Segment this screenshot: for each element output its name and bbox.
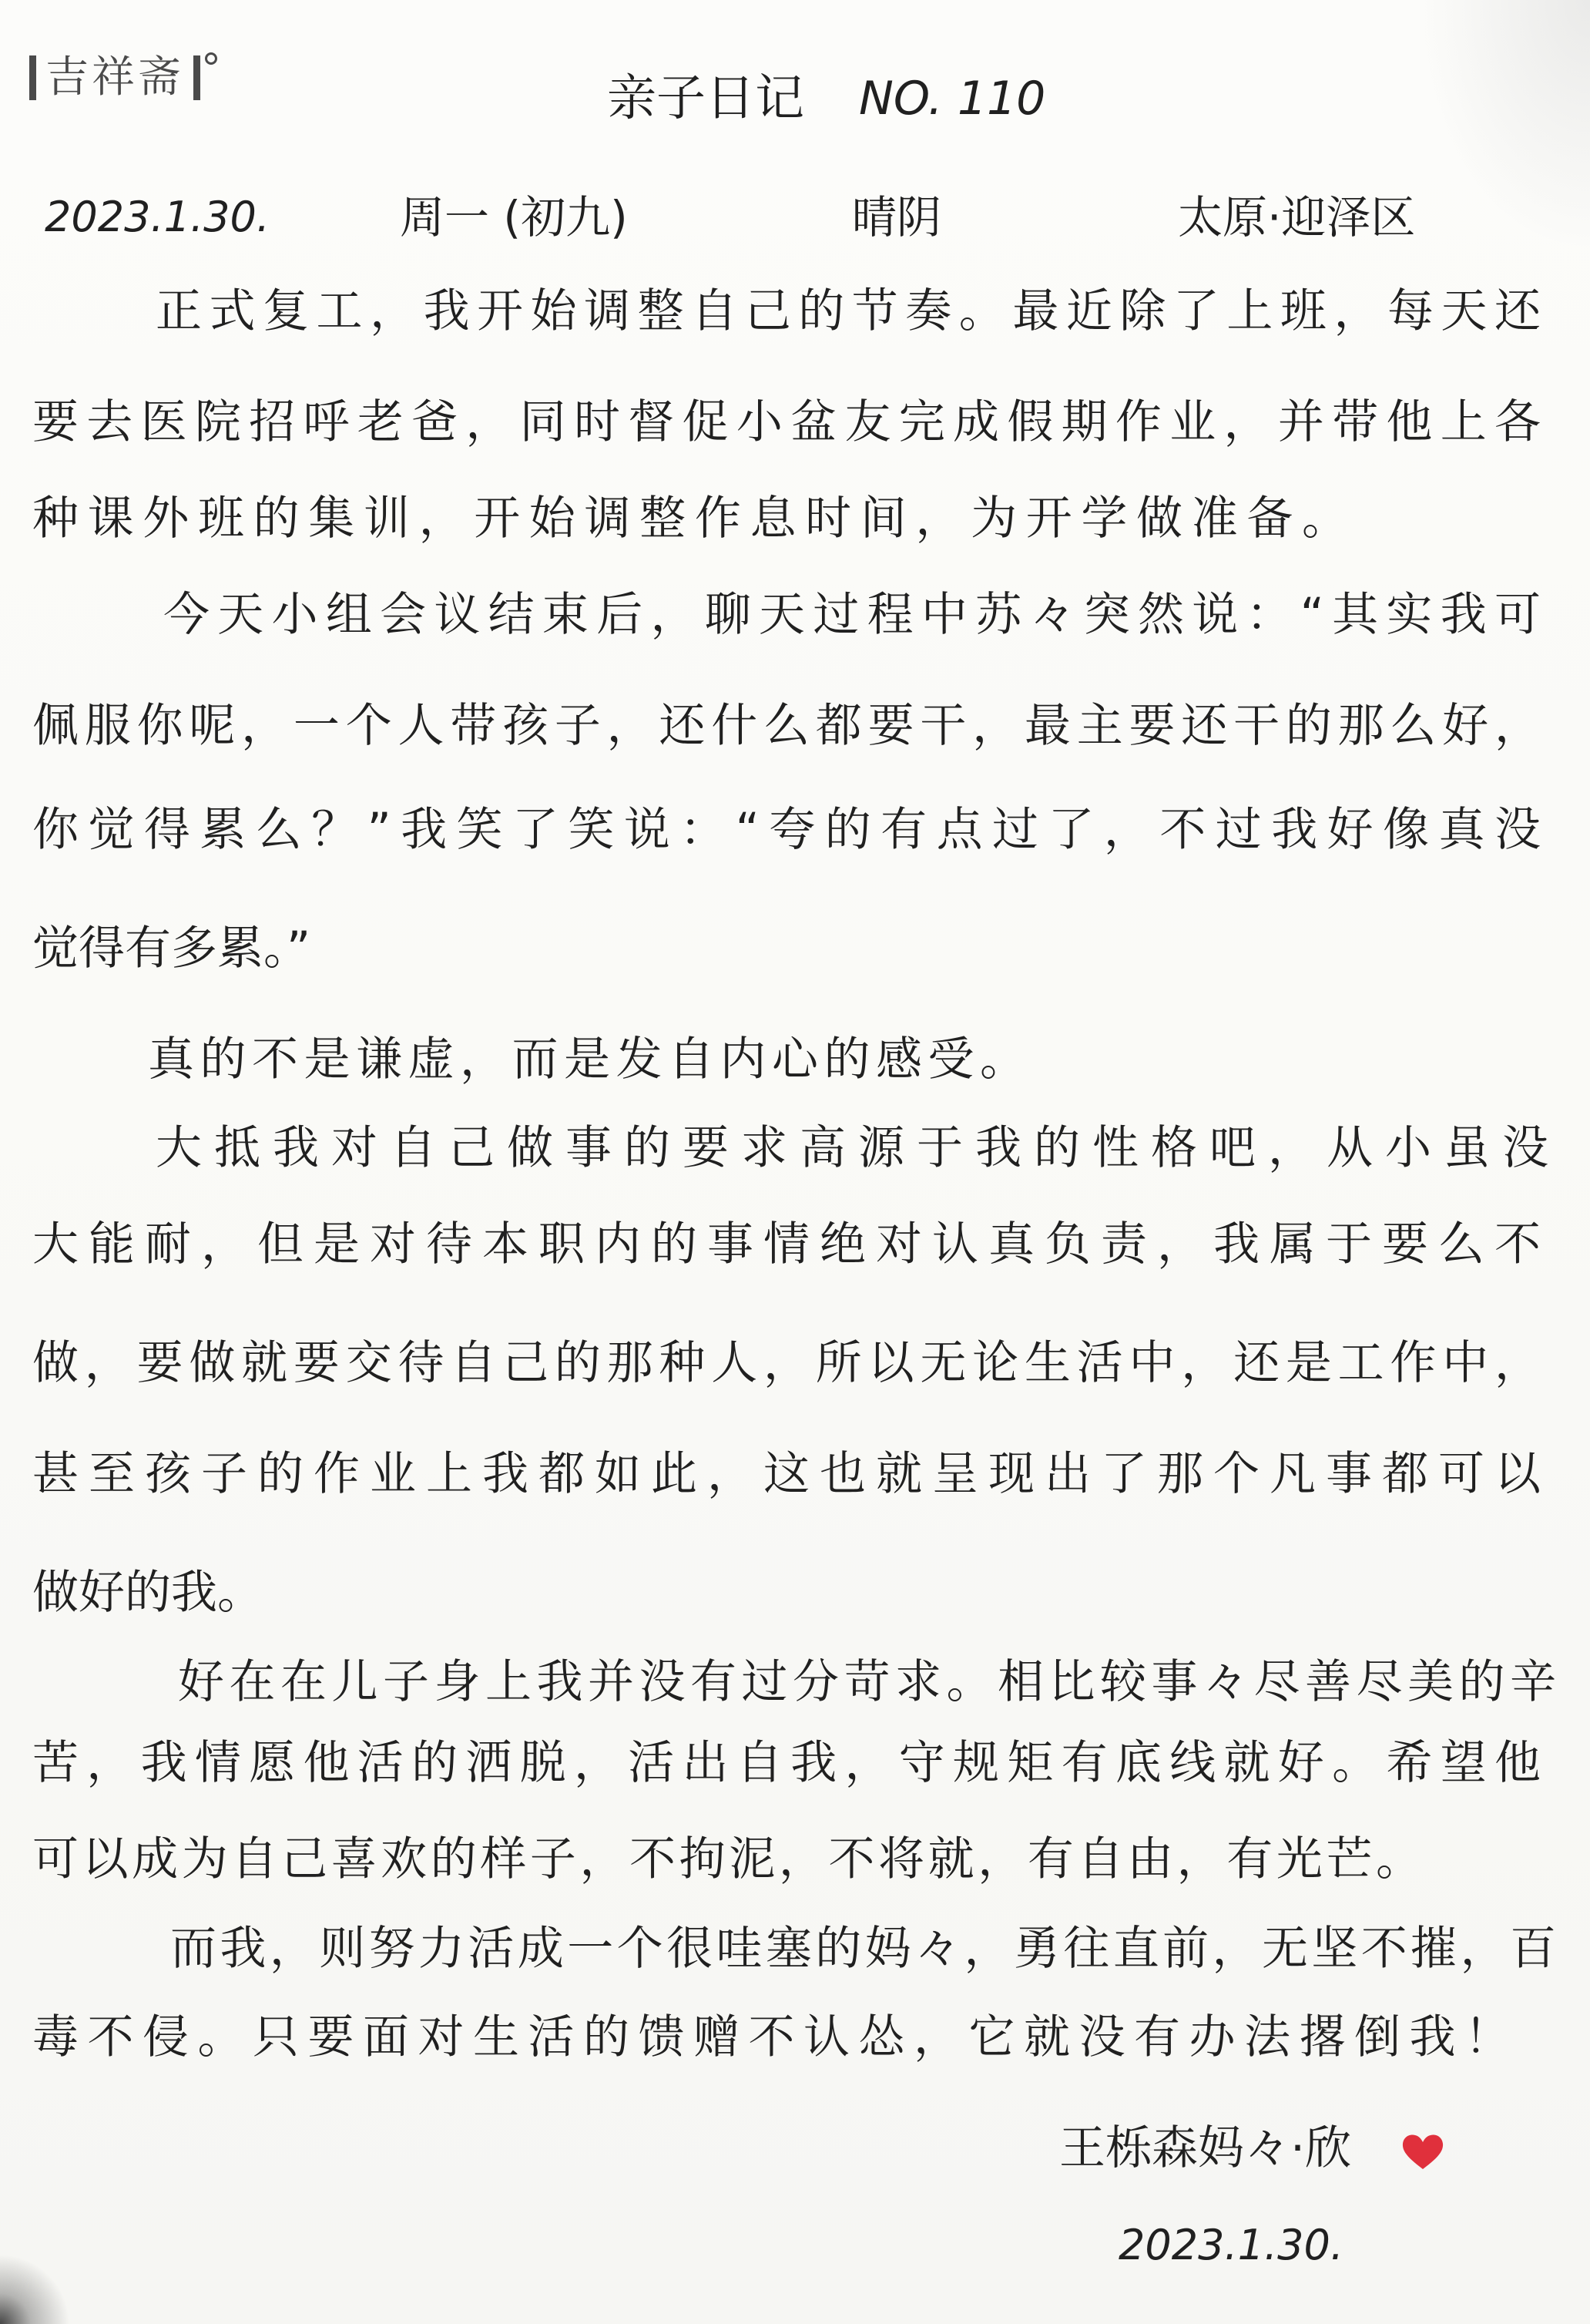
heart-icon — [1400, 2133, 1445, 2171]
diary-title: 亲子日记 — [607, 70, 804, 127]
logo-left-bar — [29, 55, 36, 100]
body-line: 大能耐，但是对待本职内的事情绝对认真负责，我属于要么不 — [32, 1217, 1541, 1271]
body-line: 要去医院招呼老爸，同时督促小盆友完成假期作业，并带他上各 — [32, 395, 1541, 449]
body-line: 种课外班的集训，开始调整作息时间，为开学做准备。 — [32, 492, 1348, 546]
brand-logo — [29, 51, 217, 105]
body-line: 你觉得累么？”我笑了笑说：“夸的有点过了，不过我好像真没 — [32, 803, 1541, 857]
signature-name: 王栎森妈々·欣 — [1059, 2121, 1352, 2175]
body-line: 今天小组会议结束后，聊天过程中苏々突然说：“其实我可 — [163, 588, 1541, 642]
signature-date: 2023.1.30. — [1119, 2221, 1343, 2269]
body-line: 做，要做就要交待自己的那种人，所以无论生活中，还是工作中， — [32, 1336, 1541, 1390]
entry-weekday: 周一 (初九) — [400, 191, 628, 243]
entry-date: 2023.1.30. — [45, 193, 270, 241]
body-line: 好在在儿子身上我并没有过分苛求。相比较事々尽善尽美的辛 — [178, 1655, 1556, 1709]
logo-text: 吉祥斋 — [45, 52, 184, 102]
body-line: 而我，则努力活成一个很哇塞的妈々，勇往直前，无坚不摧，百 — [170, 1922, 1556, 1976]
heart-shape — [1403, 2134, 1443, 2169]
body-line: 可以成为自己喜欢的样子，不拘泥，不将就，有自由，有光芒。 — [32, 1832, 1422, 1886]
body-line: 真的不是谦虚，而是发自内心的感受。 — [148, 1033, 1026, 1086]
body-line: 毒不侵。只要面对生活的馈赠不认怂，它就没有办法撂倒我！ — [32, 2010, 1511, 2064]
entry-location: 太原·迎泽区 — [1178, 191, 1416, 243]
logo-right-bar — [193, 55, 200, 100]
body-line: 做好的我。 — [32, 1566, 263, 1620]
entry-weather: 晴阴 — [852, 191, 942, 243]
body-line: 觉得有多累。” — [32, 922, 311, 976]
body-line: 苦，我情愿他活的洒脱，活出自我，守规矩有底线就好。希望他 — [32, 1736, 1541, 1790]
body-line: 甚至孩子的作业上我都如此，这也就呈现出了那个凡事都可以 — [32, 1447, 1541, 1501]
logo-registered-mark — [205, 52, 217, 65]
body-line: 大抵我对自己做事的要求高源于我的性格吧，从小虽没 — [156, 1121, 1548, 1175]
body-line: 佩服你呢，一个人带孩子，还什么都要干，最主要还干的那么好， — [32, 699, 1541, 753]
diary-number: NO. 110 — [859, 72, 1046, 126]
body-line: 正式复工，我开始调整自己的节奏。最近除了上班，每天还 — [156, 284, 1541, 338]
